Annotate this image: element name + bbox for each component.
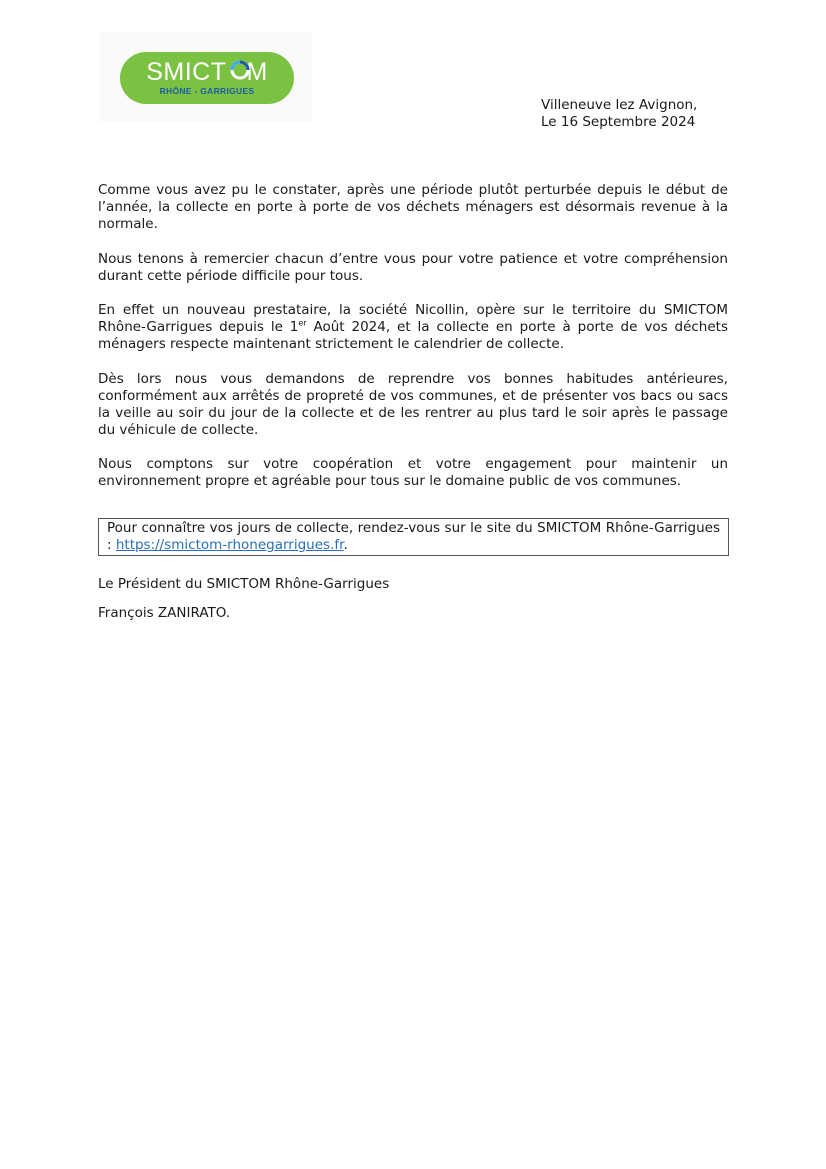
paragraph-4 [98, 371, 728, 439]
paragraph-1 [98, 182, 728, 233]
website-link[interactable]: https://smictom-rhonegarrigues.fr [115, 537, 344, 553]
info-box-period: . [343, 537, 348, 553]
signature-role: Le Président du SMICTOM Rhône-Garrigues [98, 576, 390, 592]
date-line: Le 16 Septembre 2024 [541, 114, 696, 130]
paragraph-3-part-1: En effet un nouveau prestataire, la société Nicollin, opère sur le territoire du SMICTOM Rhône-Garrigues depuis le 1 [98, 302, 728, 335]
logo-name [120, 58, 294, 86]
ordinal-superscript: er [298, 318, 307, 328]
signature-name: François ZANIRATO. [98, 605, 231, 621]
logo-badge [120, 52, 294, 104]
paragraph-1-text: Comme vous avez pu le constater, après une période plutôt perturbée depuis le début de l’année, la collecte en porte à porte de vos déchets ménagers est désormais revenue à la normale. [98, 182, 728, 232]
logo-name-right: M [246, 58, 268, 86]
logo-name-left: SMICT [146, 58, 227, 86]
place-line: Villeneuve lez Avignon, [541, 97, 698, 113]
collection-info-box [98, 518, 729, 556]
paragraph-4-text: Dès lors nous vous demandons de reprendre vos bonnes habitudes antérieures, conformément aux arrêtés de propreté de vos communes, et de présenter vos bacs ou sacs la veille au soir du jour de la collecte et de les rentrer au plus tard le soir après le passage du véhicule de collecte. [98, 371, 728, 438]
date-block [541, 97, 697, 131]
logo-subtitle: RHÔNE - GARRIGUES [159, 86, 255, 96]
logo [100, 32, 312, 122]
paragraph-3 [98, 302, 728, 353]
paragraph-2-text: Nous tenons à remercier chacun d’entre vous pour votre patience et votre compréhension durant cette période difficile pour tous. [98, 251, 728, 284]
paragraph-5 [98, 456, 728, 490]
paragraph-3-part-2: Août 2024, et la collecte en porte à porte de vos déchets ménagers respecte maintenant strictement le calendrier de collecte. [98, 319, 728, 352]
paragraph-5-text: Nous comptons sur votre coopération et votre engagement pour maintenir un environnement propre et agréable pour tous sur le domaine public de vos communes. [98, 456, 728, 489]
paragraph-2 [98, 251, 728, 285]
info-box-text: Pour connaître vos jours de collecte, rendez-vous sur le site du SMICTOM Rhône-Garrigues : [107, 520, 720, 553]
paragraph-3-text [98, 302, 728, 353]
recycle-swirl-icon [230, 60, 250, 80]
